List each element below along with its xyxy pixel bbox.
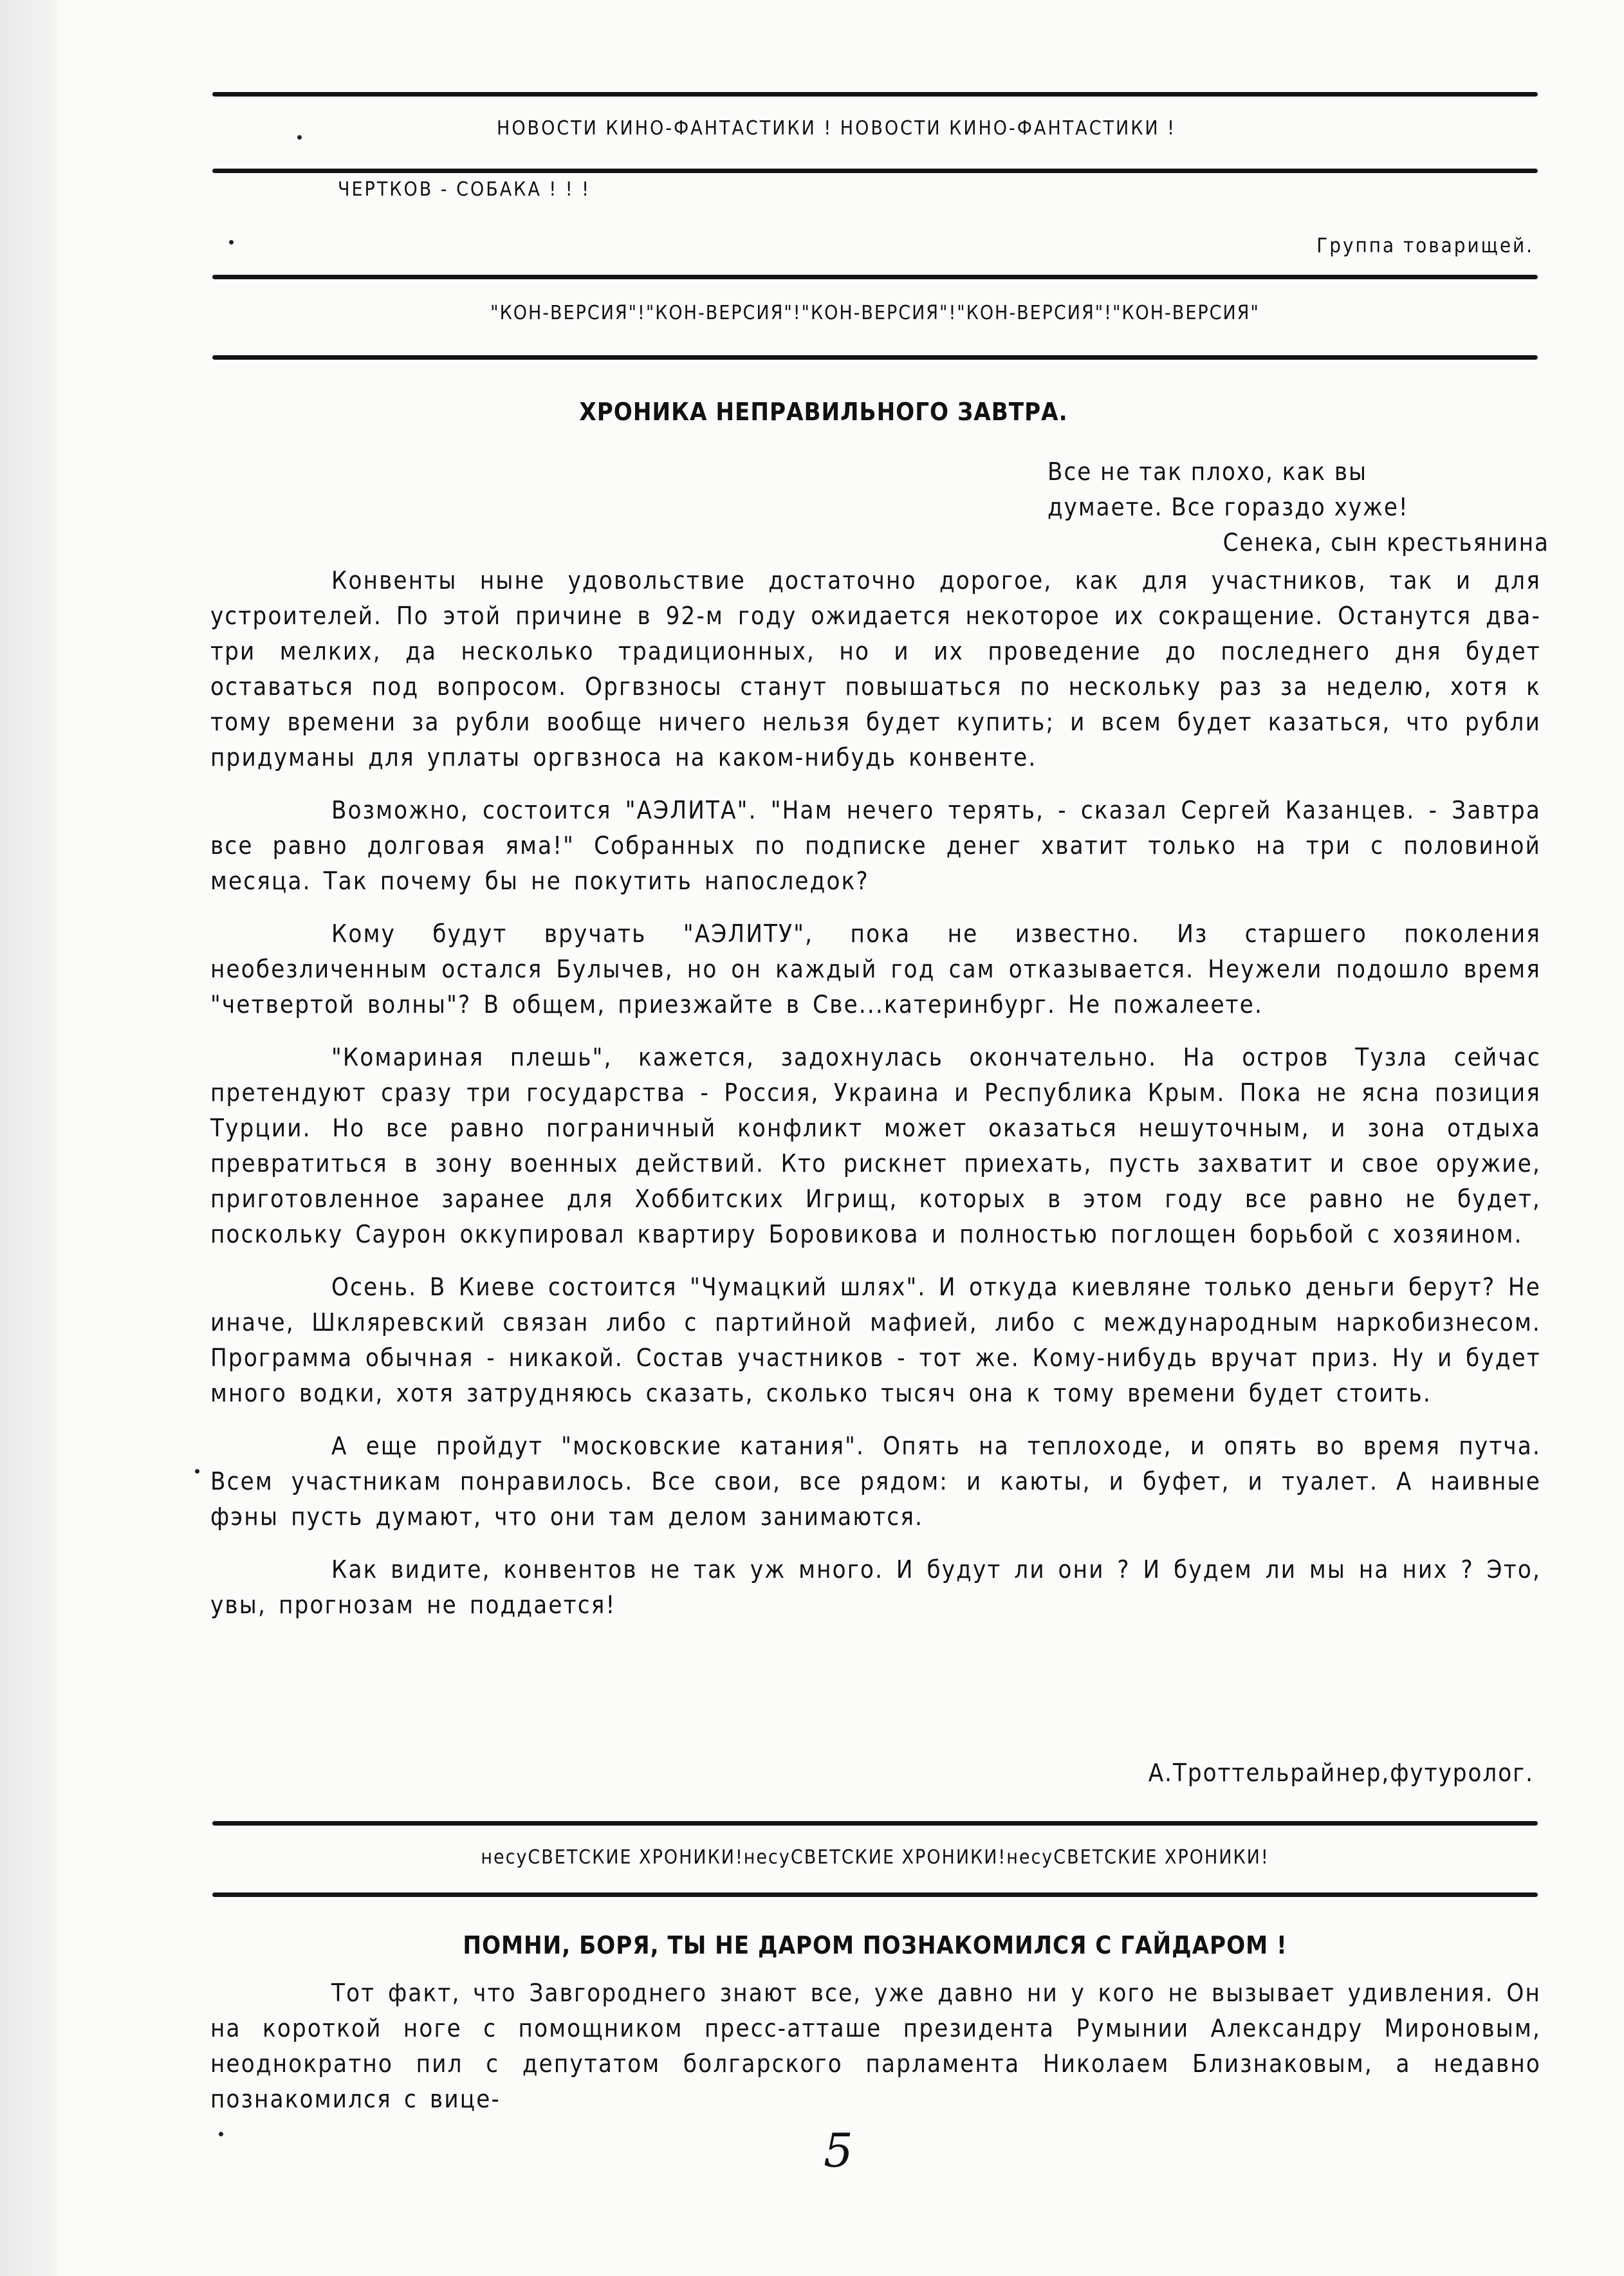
epigraph-line: думаете. Все гораздо хуже! — [1047, 493, 1409, 521]
banner-nesvetskie: несуСВЕТСКИЕ ХРОНИКИ!несуСВЕТСКИЕ ХРОНИКИ!несуСВЕТСКИЕ ХРОНИКИ! — [481, 1846, 1269, 1869]
paragraph: Возможно, состоится "АЭЛИТА". "Нам нечего терять, - сказал Сергей Казанцев. - Завтра все равно долговая яма!" Собранных по подписке денег хватит только на три с половиной месяца. Так почему бы не покутить напоследок? — [210, 796, 1541, 895]
paragraph: Осень. В Киеве состоится "Чумацкий шлях". И откуда киевляне только деньги берут? Не иначе, Шкляревский связан либо с партийной мафией, либо с международным наркобизнесом. Программа обычная - никакой. Состав участников - тот же. Кому-нибудь вручат приз. Ну и будет много водки, хотя затрудняюсь сказать, сколько тысяч она к тому времени будет стоить. — [210, 1273, 1541, 1407]
article-title: ПОМНИ, БОРЯ, ТЫ НЕ ДАРОМ ПОЗНАКОМИЛСЯ С ГАЙДАРОМ ! — [463, 1931, 1287, 1959]
banner-chertkov: ЧЕРТКОВ - СОБАКА ! ! ! — [338, 178, 591, 201]
article-signature: А.Троттельрайнер,футуролог. — [1148, 1759, 1534, 1787]
scan-speck — [229, 240, 234, 245]
horizontal-rule — [212, 355, 1538, 360]
banner-kino-news: НОВОСТИ КИНО-ФАНТАСТИКИ ! НОВОСТИ КИНО-ФАНТАСТИКИ ! — [497, 117, 1176, 140]
epigraph — [1047, 454, 1549, 560]
horizontal-rule — [212, 1821, 1538, 1826]
banner-kon-versiya: "КОН-ВЕРСИЯ"!"КОН-ВЕРСИЯ"!"КОН-ВЕРСИЯ"!"КОН-ВЕРСИЯ"!"КОН-ВЕРСИЯ" — [490, 302, 1260, 324]
article-body — [210, 563, 1541, 1640]
scan-speck — [297, 135, 302, 140]
article-title: ХРОНИКА НЕПРАВИЛЬНОГО ЗАВТРА. — [579, 398, 1068, 426]
page-number: 5 — [824, 2123, 853, 2178]
epigraph-author: Сенека, сын крестьянина — [1223, 528, 1549, 557]
horizontal-rule — [212, 1892, 1538, 1897]
horizontal-rule — [212, 275, 1538, 279]
article-body — [210, 1975, 1541, 2134]
horizontal-rule — [212, 169, 1538, 173]
paragraph: "Комариная плешь", кажется, задохнулась окончательно. На остров Тузла сейчас претендуют сразу три государства - Россия, Украина и Республика Крым. Пока не ясна позиция Турции. Но все равно пограничный конфликт может оказаться нешуточным, и зона отдыха превратиться в зону военных действий. Кто рискнет приехать, пусть захватит и свое оружие, приготовленное заранее для Хоббитских Игрищ, которых в этом году все равно не будет, поскольку Саурон оккупировал квартиру Боровикова и полностью поглощен борьбой с хозяином. — [210, 1043, 1541, 1248]
horizontal-rule — [212, 92, 1538, 97]
chertkov-signature: Группа товарищей. — [1316, 234, 1534, 257]
scan-speck — [219, 2132, 223, 2136]
epigraph-line: Все не так плохо, как вы — [1047, 458, 1367, 486]
paragraph: Тот факт, что Завгороднего знают все, уже давно ни у кого не вызывает удивления. Он на короткой ноге с помощником пресс-атташе президента Румынии Александру Мироновым, неоднократно пил с депутатом болгарского парламента Николаем Близнаковым, а недавно познакомился с вице- — [210, 1979, 1541, 2113]
paragraph: Конвенты ныне удовольствие достаточно дорогое, как для участников, так и для устроителей. По этой причине в 92-м году ожидается некоторое их сокращение. Останутся два-три мелких, да несколько традиционных, но и их проведение до последнего дня будет оставаться под вопросом. Оргвзносы станут повышаться по нескольку раз за неделю, хотя к тому времени за рубли вообще ничего нельзя будет купить; и всем будет казаться, что рубли придуманы для уплаты оргвзноса на каком-нибудь конвенте. — [210, 566, 1541, 772]
paragraph: Кому будут вручать "АЭЛИТУ", пока не известно. Из старшего поколения необезличенным остался Булычев, но он каждый год сам отказывается. Неужели подошло время "четвертой волны"? В общем, приезжайте в Све...катеринбург. Не пожалеете. — [210, 920, 1541, 1019]
scan-speck — [195, 1469, 199, 1474]
paragraph: Как видите, конвентов не так уж много. И будут ли они ? И будем ли мы на них ? Это, увы, прогнозам не поддается! — [210, 1555, 1541, 1619]
paragraph: А еще пройдут "московские катания". Опять на теплоходе, и опять во время путча. Всем участникам понравилось. Все свои, все рядом: и каюты, и буфет, и туалет. А наивные фэны пусть думают, что они там делом занимаются. — [210, 1432, 1541, 1531]
